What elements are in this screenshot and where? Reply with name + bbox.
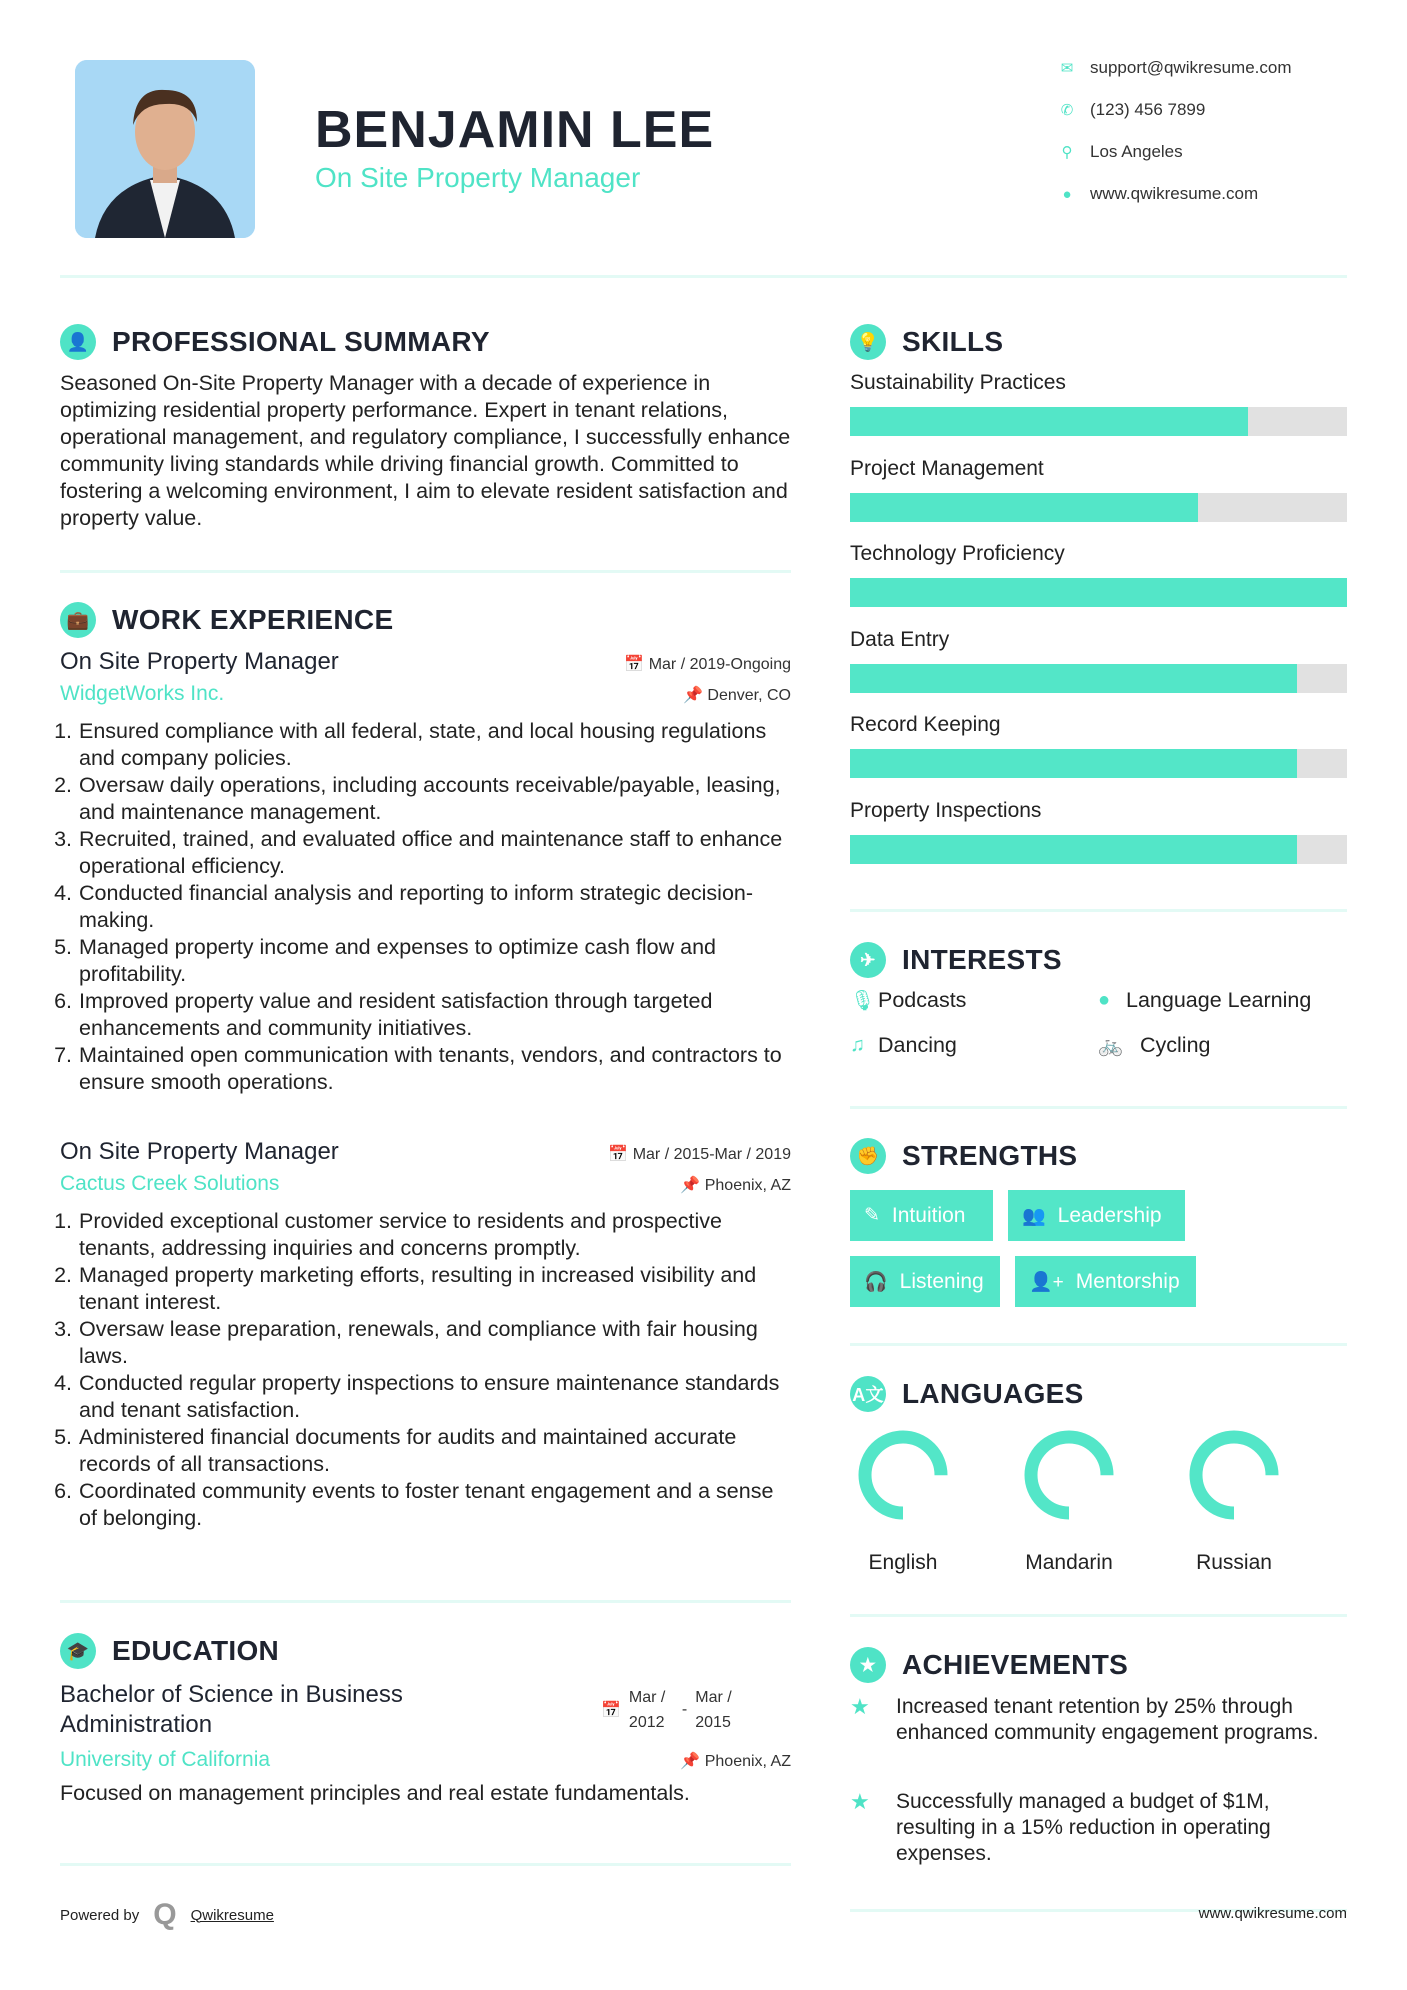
star-icon: ★ [850,1789,870,1814]
calendar-icon: 📅 [608,1146,633,1163]
user-icon: 👤 [60,324,96,360]
job-location: 📌 Denver, CO [683,687,791,704]
language-ring [833,1420,973,1530]
achievement-item: ★ Successfully managed a budget of $1M, resulting in a 15% reduction in operating expenses. [850,1789,1271,1865]
skill-bar [850,578,1347,607]
skill-item [850,371,1347,436]
star-badge-icon: ★ [850,1647,886,1683]
fist-icon: ✊ [850,1138,886,1174]
degree: Bachelor of Science in Business Administration [60,1681,403,1738]
education-entry [60,1680,791,1807]
divider [60,1863,791,1866]
phone-icon: ✆ [1060,102,1074,119]
summary-text: Seasoned On-Site Property Manager with a decade of experience in optimizing residential property performance. Expert in tenant relations, operational management, and regulatory compliance, I successfully enhance community living standards while driving financial growth. Committed to fostering a welcoming environment, I aim to elevate resident satisfaction and property value. [60,371,791,530]
skill-item [850,799,1347,864]
bicycle-icon: 🚲 [1098,1035,1123,1057]
user-plus-icon: 👤+ [1029,1271,1064,1293]
paper-plane-icon: ✈ [850,942,886,978]
footer-website[interactable]: www.qwikresume.com [1198,1905,1347,1922]
music-note-icon: ♫ [850,1034,865,1056]
language-ring-arc [1031,1437,1107,1513]
languages-list [850,1420,1347,1574]
contact-website[interactable]: ● www.qwikresume.com [1056,184,1258,204]
briefcase-icon: 💼 [60,602,96,638]
skill-bar [850,407,1347,436]
pin-icon: 📌 [680,1753,705,1770]
language-item [1164,1420,1304,1575]
divider [850,1343,1347,1346]
headphones-icon: 🎧 [864,1271,888,1293]
language-ring [999,1420,1139,1530]
divider [60,1600,791,1603]
calendar-icon: 📅 [601,1702,621,1719]
job-title: On Site Property Manager [60,648,339,675]
strength-tag: 👤+ Mentorship [1015,1256,1196,1307]
globe-icon: ● [1062,185,1072,203]
school-name: University of California [60,1748,271,1771]
lightbulb-icon: 💡 [850,324,886,360]
contact-email[interactable]: ✉ support@qwikresume.com [1056,58,1292,78]
pin-icon: 📌 [683,687,708,704]
language-ring-arc [865,1437,941,1513]
skill-bar [850,835,1347,864]
divider [850,909,1347,912]
skill-item [850,457,1347,522]
candidate-name: BENJAMIN LEE [315,101,715,159]
skill-bar-fill [850,664,1297,693]
skill-name: Technology Proficiency [850,542,1065,565]
language-ring [1164,1420,1304,1530]
contact-phone: ✆ (123) 456 7899 [1056,100,1205,120]
languages-heading: A文 LANGUAGES [850,1376,1084,1412]
powered-by: Powered by Q Qwikresume [60,1898,274,1931]
skill-name: Sustainability Practices [850,371,1066,394]
skill-name: Property Inspections [850,798,1042,822]
language-name: Mandarin [1025,1551,1113,1574]
language-icon: A文 [850,1376,886,1412]
map-pin-icon: ⚲ [1061,144,1073,161]
strength-tag: 🎧 Listening [850,1256,1000,1307]
skill-name: Project Management [850,456,1044,480]
calendar-icon: 📅 [624,656,649,673]
graduation-icon: 🎓 [60,1633,96,1669]
skill-bar-fill [850,749,1297,778]
job-dates: 📅 Mar / 2015-Mar / 2019 [608,1146,791,1163]
job-bullets: 1. Provided exceptional customer service to residents and prospective tenants, addressing inquiries and concerns promptly. 2. Managed property marketing efforts, resulting in increased visibility and tenant interest. 3. Oversaw lease preparation, renewals, and compliance with fair housing laws. 4. Conducted regular property inspections to ensure maintenance standards and tenant satisfaction. 5. Administered financial documents for audits and maintained accurate records of all transactions. 6. Coordinated community events to foster tenant engagement and a sense of belonging. [60,1208,791,1532]
qwikresume-logo-icon: Q [153,1898,177,1931]
skill-bar [850,493,1347,522]
strength-tag: ✎ Intuition [850,1190,993,1241]
skill-bar-fill [850,493,1198,522]
candidate-title: On Site Property Manager [315,162,641,193]
skill-item [850,628,1347,693]
pin-icon: 📌 [680,1177,705,1194]
interests-heading: ✈ INTERESTS [850,942,1062,978]
users-icon: 👥 [1022,1205,1046,1227]
microphone-icon: 🎙 [850,990,876,1012]
skill-name: Data Entry [850,627,950,651]
education-location: 📌 Phoenix, AZ [680,1753,791,1770]
skill-item [850,713,1347,778]
language-name: English [868,1551,938,1574]
skill-item [850,542,1347,607]
envelope-icon: ✉ [1060,60,1074,77]
profile-photo [75,60,255,238]
skill-bar-fill [850,578,1347,607]
globe-icon: ● [1098,989,1111,1011]
achievements-heading: ★ ACHIEVEMENTS [850,1647,1128,1683]
interest-dancing: ♫ Dancing [850,1033,957,1057]
skill-bar [850,664,1347,693]
star-icon: ★ [850,1694,870,1719]
skill-name: Record Keeping [850,713,1001,736]
divider [850,1106,1347,1109]
divider [850,1614,1347,1617]
experience-heading: 💼 WORK EXPERIENCE [60,602,393,638]
strengths-heading: ✊ STRENGTHS [850,1138,1077,1174]
interest-cycling: 🚲 Cycling [1098,1033,1211,1057]
skills-heading: 💡 SKILLS [850,324,1003,360]
education-desc: Focused on management principles and real estate fundamentals. [60,1781,690,1805]
job-entry [60,648,791,1096]
job-entry [60,1138,791,1532]
skill-bar [850,749,1347,778]
job-title: On Site Property Manager [60,1138,339,1165]
job-dates: 📅 Mar / 2019-Ongoing [624,656,791,673]
header-divider [60,275,1347,278]
divider [60,570,791,573]
qwikresume-link[interactable]: Qwikresume [190,1906,274,1924]
education-dates: 📅 Mar / 2012 - Mar / 2015 [601,1689,732,1731]
magic-wand-icon: ✎ [864,1205,880,1226]
achievement-item: ★ Increased tenant retention by 25% through enhanced community engagement programs. [850,1694,1319,1744]
job-location: 📌 Phoenix, AZ [680,1177,791,1194]
skill-bar-fill [850,835,1297,864]
job-bullets: 1. Ensured compliance with all federal, state, and local housing regulations and company policies. 2. Oversaw daily operations, including accounts receivable/payable, leasing, and maintenance management. 3. Recruited, trained, and evaluated office and maintenance staff to enhance operational efficiency. 4. Conducted financial analysis and reporting to inform strategic decision-making. 5. Managed property income and expenses to optimize cash flow and profitability. 6. Improved property value and resident satisfaction through targeted enhancements and community initiatives. 7. Maintained open communication with tenants, vendors, and contractors to ensure smooth operations. [60,718,791,1096]
skill-bar-fill [850,407,1248,436]
education-heading: 🎓 EDUCATION [60,1633,279,1669]
summary-heading: 👤 PROFESSIONAL SUMMARY [60,324,490,360]
contact-location: ⚲ Los Angeles [1056,142,1183,162]
interest-podcasts: 🎙 Podcasts [850,988,967,1012]
language-item [999,1420,1139,1575]
language-item [833,1420,973,1575]
strength-tag: 👥 Leadership [1008,1190,1185,1241]
interest-language-learning: ● Language Learning [1098,988,1312,1012]
language-name: Russian [1196,1551,1272,1574]
company-name: Cactus Creek Solutions [60,1172,280,1195]
company-name: WidgetWorks Inc. [60,682,225,705]
language-ring-arc [1196,1437,1272,1513]
